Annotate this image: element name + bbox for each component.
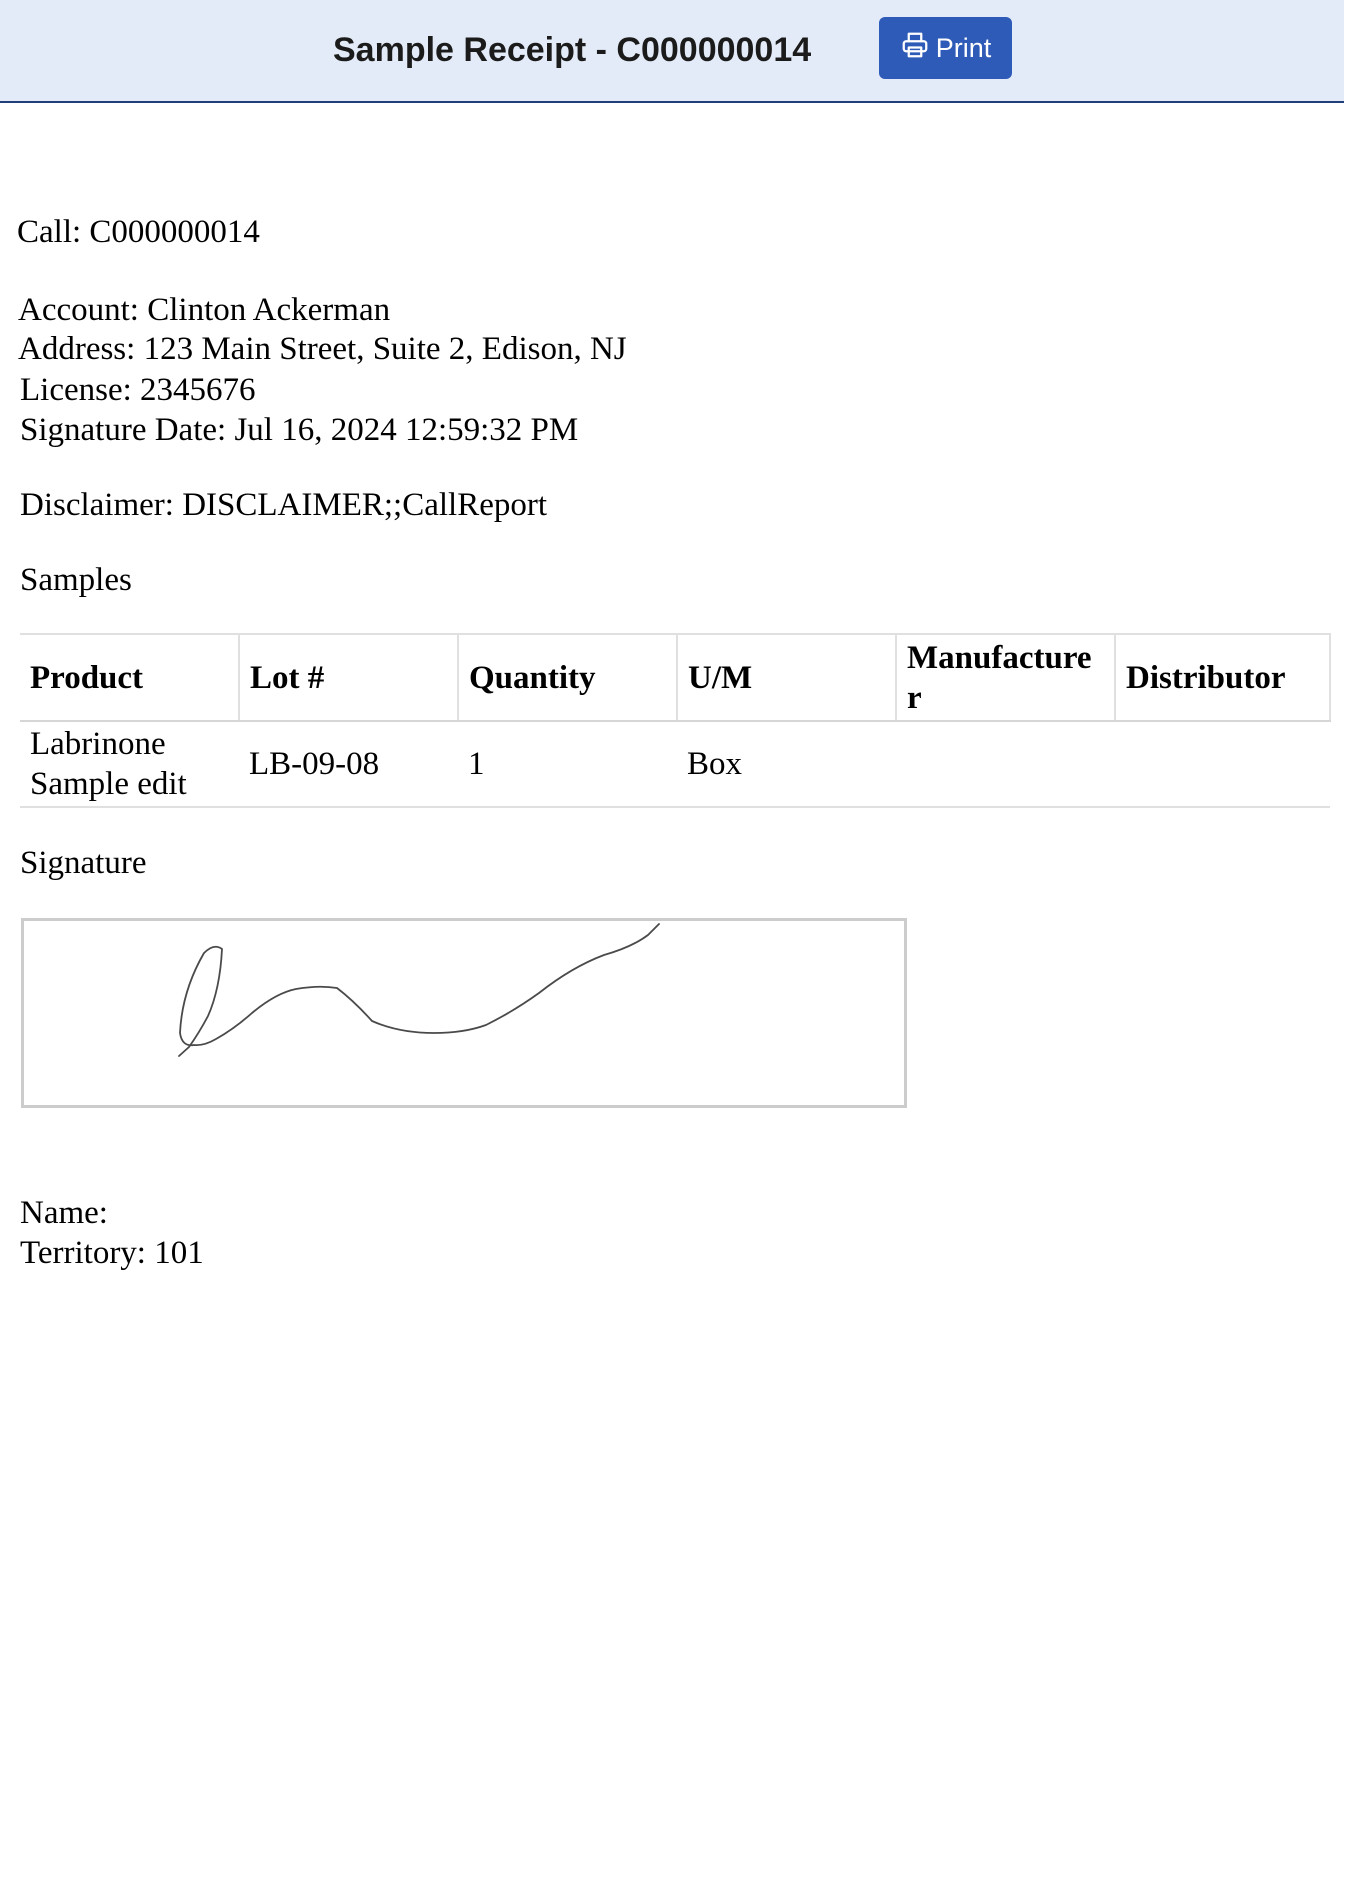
table-header-row [20, 634, 1330, 721]
column-header-product: Product [20, 634, 239, 721]
name-label: Name: [20, 1195, 108, 1231]
license-value: 2345676 [140, 372, 256, 408]
signature-date-value: Jul 16, 2024 12:59:32 PM [234, 412, 579, 448]
territory-label: Territory: [20, 1235, 146, 1271]
samples-heading: Samples [20, 562, 132, 598]
signature-image [24, 921, 904, 1105]
column-header-manufacturer: Manufacturer [896, 634, 1115, 721]
name-line [20, 1193, 108, 1233]
account-label: Account: [18, 292, 139, 328]
disclaimer-line [20, 485, 547, 525]
print-button-label: Print [935, 32, 992, 63]
column-header-quantity: Quantity [458, 634, 677, 721]
cell-product: Labrinone Sample edit [20, 721, 239, 807]
printer-icon [900, 30, 936, 67]
signature-date-line [20, 410, 578, 450]
signature-date-label: Signature Date: [20, 412, 227, 448]
territory-value: 101 [154, 1235, 204, 1271]
cell-lot: LB-09-08 [239, 721, 458, 807]
cell-manufacturer [896, 721, 1115, 807]
license-label: License: [20, 372, 132, 408]
account-line [18, 290, 390, 330]
call-line [17, 212, 260, 252]
territory-line [20, 1233, 204, 1273]
column-header-distributor: Distributor [1115, 634, 1330, 721]
cell-distributor [1115, 721, 1330, 807]
call-value: C000000014 [89, 214, 260, 250]
column-header-lot: Lot # [239, 634, 458, 721]
table-row [20, 721, 1330, 807]
address-line [18, 329, 627, 369]
signature-heading: Signature [20, 845, 147, 881]
print-button[interactable] [879, 17, 1012, 79]
license-line [20, 370, 256, 410]
page-title: Sample Receipt - C000000014 [333, 31, 812, 69]
call-label: Call: [17, 214, 82, 250]
signature-box [21, 918, 907, 1108]
account-value: Clinton Ackerman [147, 292, 391, 328]
disclaimer-value: DISCLAIMER;;CallReport [182, 487, 548, 523]
cell-quantity: 1 [458, 721, 677, 807]
disclaimer-label: Disclaimer: [20, 487, 174, 523]
column-header-um: U/M [677, 634, 896, 721]
cell-um: Box [677, 721, 896, 807]
header-bar [0, 0, 1344, 103]
samples-table [20, 633, 1331, 808]
address-value: 123 Main Street, Suite 2, Edison, NJ [143, 331, 627, 367]
address-label: Address: [18, 331, 136, 367]
